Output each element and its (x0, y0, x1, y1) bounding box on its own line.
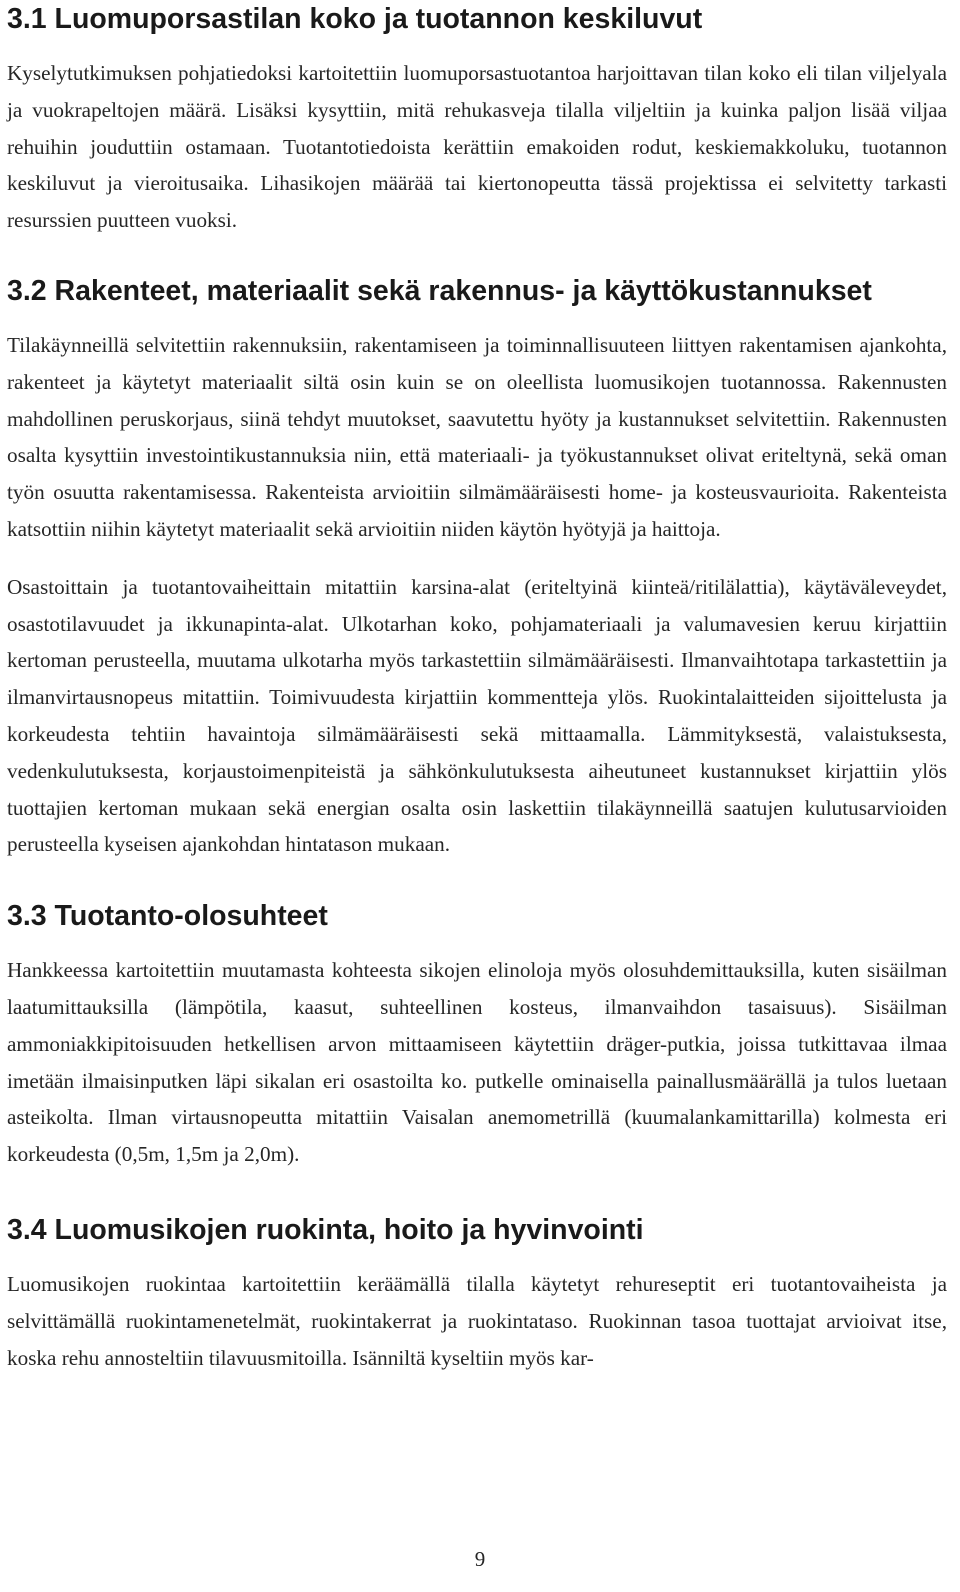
section-3-1-paragraph-1: Kyselytutkimuksen pohjatiedoksi kartoitettiin luomuporsastuotantoa harjoittavan tilan koko eli tilan viljelyala ja vuokrapeltojen määrä. Lisäksi kysyttiin, mitä rehukasveja tilalla viljeltiin ja kuinka paljon lisää viljaa rehuihin jouduttiin ostamaan. Tuotantotiedoista kerättiin emakoiden rodut, keskiemakkoluku, tuotannon keskiluvut ja vieroitusaika. Lihasikojen määrää tai kiertonopeutta tässä projektissa ei selvitetty tarkasti resurssien puutteen vuoksi. (7, 61, 947, 233)
page-number: 9 (474, 1547, 486, 1571)
section-heading-3-1: 3.1 Luomuporsastilan koko ja tuotannon keskiluvut (7, 3, 703, 35)
section-3-2-paragraph-1: Tilakäynneillä selvitettiin rakennuksiin, rakentamiseen ja toiminnallisuuteen liittyen rakentamisen ajankohta, rakenteet ja käytetyt materiaalit siltä osin kuin se on oleellista luomusikojen tuotannossa. Rakennusten mahdollinen peruskorjaus, siinä tehdyt muutokset, saavutettu hyöty ja kustannukset selvitettiin. Rakennusten osalta kysyttiin investointikustannuksia niin, että materiaali- ja työkustannukset olivat eriteltynä, sekä oman työn osuutta rakentamisessa. Rakenteista arvioitiin silmämääräisesti home- ja kosteusvaurioita. Rakenteista katsottiin niihin käytetyt materiaalit sekä arvioitiin niiden käytön hyötyjä ja haittoja. (7, 332, 947, 541)
section-heading-3-2: 3.2 Rakenteet, materiaalit sekä rakennus- ja käyttökustannukset (7, 274, 872, 307)
section-3-4-paragraph-1: Luomusikojen ruokintaa kartoitettiin keräämällä tilalla käytetyt rehureseptit eri tuotantovaiheista ja selvittämällä ruokintamenetelmät, ruokintakerrat ja ruokintataso. Ruokinnan tasoa tuottajat arvioivat itse, koska rehu annosteltiin tilavuusmitoilla. Isänniltä kyseltiin myös kar- (7, 1271, 947, 1370)
document-page (7, 0, 947, 1376)
section-3-3-paragraph-1: Hankkeessa kartoitettiin muutamasta kohteesta sikojen elinoloja myös olosuhdemittauksilla, kuten sisäilman laatumittauksilla (lämpötila, kaasut, suhteellinen kosteus, ilmanvaihdon tasaisuus). Sisäilman ammoniakkipitoisuuden hetkellisen arvon mittaamiseen käytettiin dräger-putkia, joissa tutkittavaa ilmaa imetään ilmaisinputken läpi sikalan eri osastoilta ko. putkelle ominaisella painallusmäärällä ja tulos luetaan asteikolta. Ilman virtausnopeutta mitattiin Vaisalan anemometrillä (kuumalankamittarilla) kolmesta eri korkeudesta (0,5m, 1,5m ja 2,0m). (7, 958, 947, 1167)
section-heading-3-3: 3.3 Tuotanto-olosuhteet (7, 900, 328, 933)
section-3-2-paragraph-2: Osastoittain ja tuotantovaiheittain mitattiin karsina-alat (eriteltyinä kiinteä/ritilälattia), käytäväleveydet, osastotilavuudet ja ikkunapinta-alat. Ulkotarhan koko, pohjamateriaali ja valumavesien keruu kirjattiin kertoman perusteella, muutama ulkotarha myös tarkastettiin silmämääräisesti. Ilmanvaihtotapa tarkastettiin ja ilmanvirtausnopeus mitattiin. Toimivuudesta kirjattiin kommentteja ylös. Ruokintalaitteiden sijoittelusta ja korkeudesta tehtiin havaintoja silmämääräisesti sekä mittaamalla. Lämmityksestä, valaistuksesta, vedenkulutuksesta, korjaustoimenpiteistä ja sähkönkulutuksesta aiheutuneet kustannukset kirjattiin ylös tuottajien kertoman mukaan sekä energian osalta osin laskettiin tilakäynneillä saatujen kulutusarvioiden perusteella kyseisen ajankohdan hintatason mukaan. (7, 574, 947, 857)
section-heading-3-4: 3.4 Luomusikojen ruokinta, hoito ja hyvinvointi (7, 1213, 644, 1246)
